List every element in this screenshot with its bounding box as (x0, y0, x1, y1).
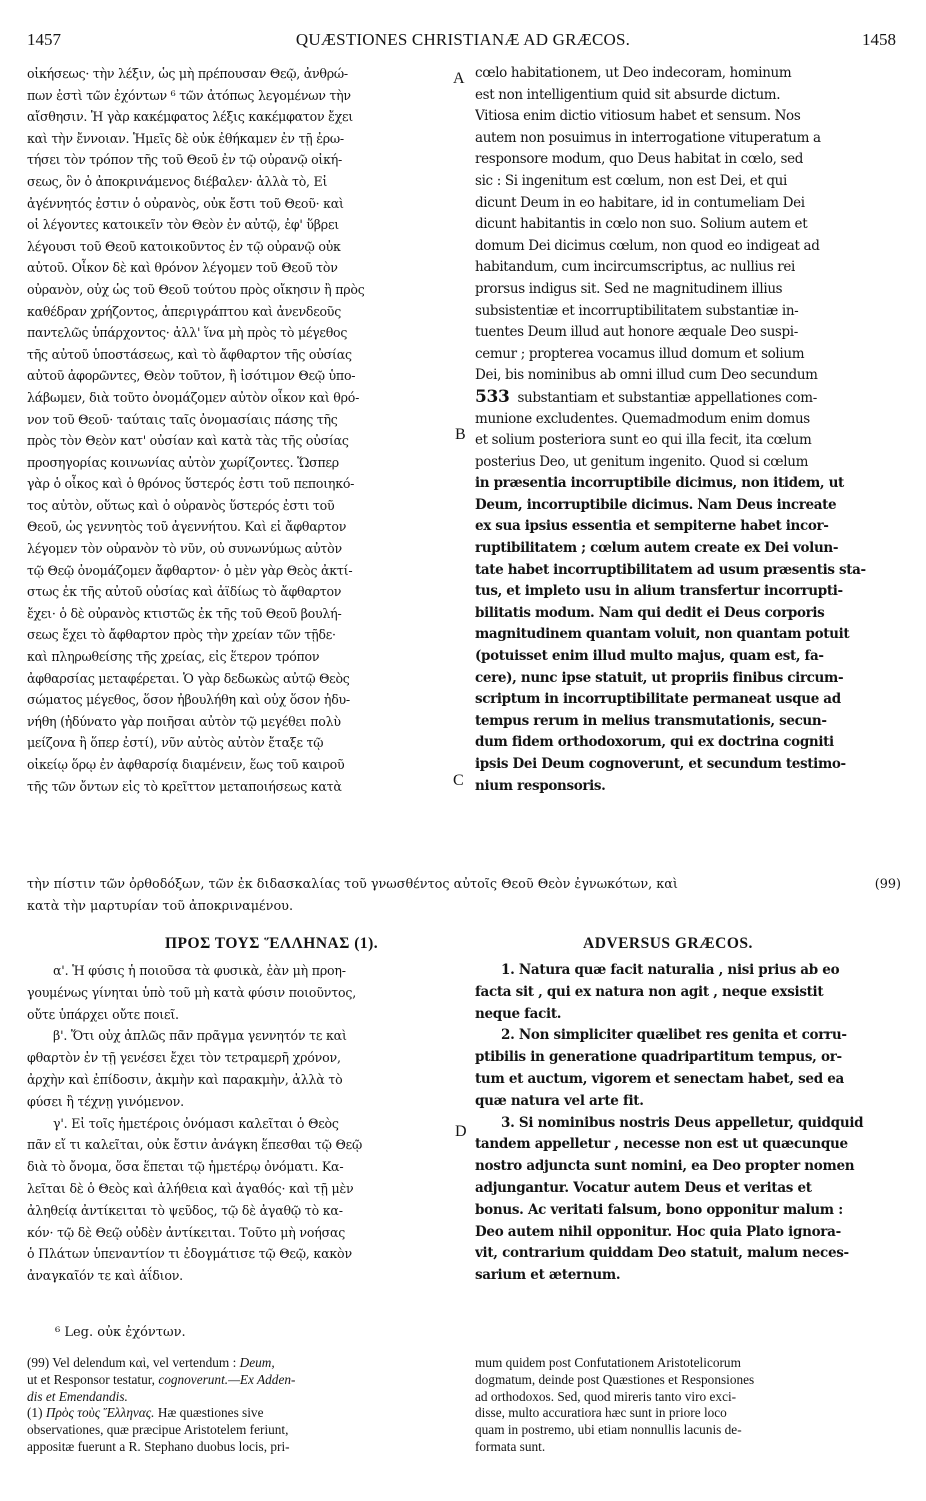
greek-main-line: λάβωμεν, διὰ τοῦτο ὀνομάζομεν αὐτὸν οἶκον καὶ θρό- (27, 389, 360, 405)
page-number-left: 1457 (27, 30, 61, 49)
greek-section-line: οὔτε ὑπάρχει οὔτε ποιεῖ. (27, 1006, 179, 1022)
latin-main-line (475, 387, 901, 409)
latin-main-line-text: substantiam et substantiæ appellationes com- (517, 389, 817, 406)
latin-section-line: quæ natura vel arte fit. (475, 1092, 644, 1109)
greek-main-line: παντελῶς ὑπάρχοντος· ἀλλ' ἵνα μὴ πρὸς τὸ μέγεθος (27, 325, 348, 341)
footnotes-right (475, 1355, 901, 1456)
greek-section-line: φθαρτὸν ἐν τῇ γενέσει ἔχει τὸν τετραμερῆ χρόνον, (27, 1050, 341, 1066)
latin-main-line: ruptibilitatem ; cœlum autem create ex Dei volun- (475, 540, 839, 557)
latin-section-line: sarium et æternum. (475, 1267, 621, 1284)
greek-main-line: οἰκήσεως· τὴν λέξιν, ὡς μὴ πρέπουσαν Θεῷ, ἀνθρώ- (27, 66, 348, 81)
latin-main-line: nium responsoris. (475, 777, 606, 794)
latin-main-line: cœlo habitationem, ut Deo indecoram, hominum (475, 65, 792, 81)
footnote-right-line: formata sunt. (475, 1438, 546, 1454)
greek-main-line: ἀγέννητός ἐστιν ὁ οὐρανὸς, οὐκ ἔστι τοῦ Θεοῦ· καὶ (27, 195, 344, 211)
greek-main-line: πων ἐστὶ τῶν ἐχόντων ⁶ τῶν ἀτόπως λεγομένων τὴν (27, 87, 351, 103)
latin-main-line: tempus rerum in melius transmutationis, secun- (475, 712, 827, 729)
greek-section-line: γουμένως γίνηται ὑπὸ τοῦ μὴ κατὰ φύσιν ποιοῦντος, (27, 984, 357, 1000)
margin-marker-a: A (453, 70, 465, 87)
footnote-1-line-2: observationes, quæ præcipue Aristotelem feriunt, (27, 1422, 289, 1438)
latin-main-line: sic : Si ingenitum est cœlum, non est Dei, et qui (475, 172, 787, 189)
greek-section-line: ἀρχὴν καὶ ἐπίδοσιν, ἀκμὴν καὶ παρακμὴν, ἀλλὰ τὸ (27, 1071, 343, 1087)
greek-main-line: λέγουσι τοῦ Θεοῦ κατοικοῦντος ἐν τῷ οὐρανῷ οὐκ (27, 238, 341, 254)
latin-section-heading: ADVERSUS GRÆCOS. (583, 935, 753, 952)
latin-main-line: domum Dei dicimus cœlum, non quod eo indigeat ad (475, 237, 820, 254)
greek-main-line: νον τοῦ Θεοῦ· ταύταις ταῖς ὀνομασίαις πάσης τῆς (27, 411, 338, 427)
greek-main-line: καὶ πληρωθείσης τῆς χρείας, εἰς ἕτερον τρόπον (27, 649, 320, 665)
latin-main-line: est non intelligentium quid sit absurde dictum. (475, 86, 781, 103)
latin-section-line: 2. Non simpliciter quælibet res genita et corru- (501, 1027, 847, 1044)
greek-main-line: προσηγορίας κοινωνίας αὐτὸν χωρίζοντες. Ὥσπερ (27, 454, 339, 470)
footnote-1-line-1 (27, 1405, 459, 1422)
latin-section-line: 3. Si nominibus nostris Deus appelletur, quidquid (501, 1114, 864, 1131)
greek-section-line: διὰ τὸ ὄνομα, ὅσα ἕπεται τῷ ἡμετέρῳ ὀνόματι. Κα- (27, 1159, 344, 1175)
latin-main-line: Deum, incorruptibile dicimus. Nam Deus increate (475, 496, 837, 513)
footnote-99-line-2 (27, 1372, 459, 1389)
greek-main-line: Θεοῦ, ὡς γεννητὸς τοῦ ἀγεννήτου. Καὶ εἰ ἄφθαρτον (27, 519, 347, 535)
greek-section-line: ὁ Πλάτων ὑπεναντίον τι ἐδογμάτισε τῷ Θεῷ, κακὸν (27, 1246, 352, 1262)
greek-main-line: μείζονα ἢ ὅπερ ἐστί), νῦν αὐτὸς αὐτὸν ἔταξε τῷ (27, 735, 324, 751)
latin-section-line: 1. Natura quæ facit naturalia , nisi prius ab eo (501, 962, 840, 978)
latin-main-line: subsistentiæ et incorruptibilitatem substantiæ in- (475, 302, 799, 319)
footnote-right-line: disse, multo accuratiora hæc sunt in priore loco (475, 1405, 727, 1421)
latin-section-line: ptibilis in generatione quadripartitum tempus, or- (475, 1049, 842, 1066)
latin-main-line: cere), nunc ipse statuit, ut propriis finibus circum- (475, 669, 844, 686)
latin-main-column (475, 63, 901, 797)
latin-main-line: dicunt Deum in eo habitare, id in contumeliam Dei (475, 194, 805, 211)
greek-main-line: σεως ἔχει τὸ ἄφθαρτον πρὸς τὴν χρείαν τῶν τῇδε· (27, 627, 336, 643)
latin-main-line: Dei, bis nominibus ab omni illud cum Deo secundum (475, 367, 818, 384)
latin-section-text (475, 960, 901, 1287)
greek-main-line: ἀφθαρσίας μεταφέρεται. Ὁ γὰρ δεδωκὼς αὐτῷ Θεὸς (27, 670, 350, 686)
footnote-italic: cognoverunt.—Ex Adden- (158, 1371, 296, 1387)
spanning-line (27, 877, 901, 892)
footnote-right-line: ad orthodoxos. Sed, quod mireris tanto viro exci- (475, 1388, 737, 1404)
greek-main-line: οἰκείῳ ὅρῳ ἐν ἀφθαρσίᾳ διαμένειν, ἕως τοῦ καιροῦ (27, 757, 345, 772)
latin-main-line: tus, et impleto usu in alium transfertur incorrupti- (475, 583, 843, 600)
footnote-text: (99) Vel delendum καὶ, vel vertendum : (27, 1355, 240, 1370)
latin-main-line: munione excludentes. Quemadmodum enim domus (475, 410, 810, 427)
footnote-1-line-3: appositæ fuerunt a R. Stephano duobus locis, pri- (27, 1438, 290, 1454)
greek-section-text (27, 960, 459, 1287)
latin-main-line: magnitudinem quantam voluit, non quantam potuit (475, 626, 850, 643)
footnote-italic: Πρὸς τοὺς Ἕλληνας. (45, 1405, 155, 1421)
latin-section-line: Deo autem nihil opponitur. Hoc quia Plato ignora- (475, 1223, 841, 1240)
greek-main-line: σεως, ὃν ὁ ἀποκρινάμενος διέβαλεν· ἀλλὰ τὸ, Εἰ (27, 173, 328, 189)
margin-marker-c: C (453, 772, 464, 789)
latin-main-line: dum fidem orthodoxorum, qui ex doctrina cogniti (475, 734, 834, 751)
greek-main-line: στως ἐκ τῆς αὐτοῦ οὐσίας καὶ ἀϊδίως τὸ ἄφθαρτον (27, 584, 342, 600)
latin-main-line: et solium posteriora sunt eo qui illa fecit, ita cœlum (475, 432, 812, 449)
footnote-text: Hæ quæstiones sive (154, 1405, 264, 1421)
latin-section-line: tandem appelletur , necesse non est ut quæcunque (475, 1136, 848, 1153)
footnote-right-line: mum quidem post Confutationem Aristotelicorum (475, 1355, 741, 1370)
greek-main-line: καθέδραν χρήζοντος, ἀπεριγράπτου καὶ ἀνενδεοῦς (27, 303, 342, 319)
greek-main-line: αὐτοῦ. Οἶκον δὲ καὶ θρόνον λέγομεν τοῦ Θεοῦ τὸν (27, 260, 338, 276)
footnote-italic: Deum, (239, 1355, 275, 1370)
greek-main-line: γὰρ ὁ οἶκος καὶ ὁ θρόνος ὕστερός ἐστι τοῦ πεποιηκό- (27, 476, 355, 492)
latin-section-line: vit, contrarium quiddam Deo statuit, malum neces- (475, 1245, 849, 1262)
greek-section-line: α'. Ἡ φύσις ἡ ποιοῦσα τὰ φυσικὰ, ἐὰν μὴ προη- (53, 963, 346, 978)
spanning-line-text: τὴν πίστιν τῶν ὀρθοδόξων, τῶν ἐκ διδασκαλίας τοῦ γνωσθέντος αὐτοῖς Θεοῦ Θεὸν ἐγνωκότων, καὶ (27, 877, 678, 892)
latin-section-line: nostro adjuncta sunt nomini, ea Deo propter nomen (475, 1158, 855, 1175)
greek-section-line: ἀναγκαῖόν τε καὶ ἀΐδιον. (27, 1268, 183, 1284)
latin-main-line: prorsus indigus sit. Sed ne magnitudinem illius (475, 280, 783, 297)
footnotes-left (27, 1355, 459, 1456)
footnote-right-line: dogmatum, deinde post Quæstiones et Responsiones (475, 1371, 755, 1387)
greek-main-line: καὶ τὴν ἔννοιαν. Ἡμεῖς δὲ οὐκ ἐθήκαμεν ἐν τῇ ἐρω- (27, 130, 344, 146)
latin-section-line: facta sit , qui ex natura non agit , neque exsistit (475, 983, 824, 1000)
footnote-99-line-3: dis et Emendandis. (27, 1388, 128, 1404)
footnote-right-line: quam in postremo, ubi etiam nonnullis lacunis de- (475, 1422, 742, 1438)
greek-main-line: πρὸς τὸν Θεὸν κατ' οὐσίαν καὶ κατὰ τὰς τῆς οὐσίας (27, 433, 349, 449)
margin-marker-b: B (455, 426, 466, 443)
greek-main-line: τήσει τὸν τρόπον τῆς τοῦ Θεοῦ ἐν τῷ οὐρανῷ οἰκή- (27, 152, 343, 168)
greek-main-line: τῆς τῶν ὄντων εἰς τὸ κρεῖττον μεταποιήσεως κατὰ (27, 778, 342, 794)
latin-main-line: bilitatis modum. Nam qui dedit ei Deus corporis (475, 604, 825, 621)
greek-main-column (27, 63, 459, 797)
greek-main-line: τῷ Θεῷ ὀνομάζομεν ἄφθαρτον· ὁ μὲν γὰρ Θεὸς ἀκτί- (27, 562, 353, 578)
column-number: 533 (475, 386, 510, 407)
latin-main-line: autem non posuimus in interrogatione vituperatum a (475, 129, 821, 146)
page-number-right: 1458 (862, 30, 896, 49)
latin-main-line: (potuisset enim illud multo majus, quam est, fa- (475, 648, 824, 665)
footnote-text: ut et Responsor testatur, (27, 1371, 159, 1387)
greek-section-line: κόν· τῷ δὲ Θεῷ οὐδὲν ἀντίκειται. Τοῦτο μὴ νοήσας (27, 1224, 346, 1240)
spanning-line-end: κατὰ τὴν μαρτυρίαν τοῦ ἀποκριναμένου. (27, 899, 294, 914)
latin-main-line: dicunt habitantis in cœlo non suo. Solium autem et (475, 216, 808, 233)
greek-section-heading: ΠΡΟΣ ΤΟΥΣ ἝΛΛΗΝΑΣ (1). (165, 935, 379, 952)
greek-section-line: ἀληθείᾳ ἀντίκειται τὸ ψεῦδος, τῷ δὲ ἀγαθῷ τὸ κα- (27, 1202, 343, 1218)
latin-main-line: ipsis Dei Deum cognoverunt, et secundum testimo- (475, 756, 846, 772)
latin-section-line: bonus. Ac veritati falsum, bono opponitur malum : (475, 1201, 843, 1218)
greek-section-line: φύσει ἢ τέχνῃ γινόμενον. (27, 1093, 184, 1109)
greek-main-line: νήθη (ἠδύνατο γὰρ ποιῆσαι αὐτὸν τῷ μεγέθει πολὺ (27, 713, 341, 729)
greek-section-line: λεῖται δὲ ὁ Θεὸς καὶ ἀλήθεια καὶ ἀγαθός· καὶ τῇ μὲν (27, 1180, 354, 1196)
latin-section-line: adjungantur. Vocatur autem Deus et veritas et (475, 1179, 812, 1196)
latin-section-line: tum et auctum, vigorem et senectam habet, sed ea (475, 1070, 844, 1087)
latin-main-line: scriptum in incorruptibilitate permaneat usque ad (475, 691, 841, 708)
reading-note: ⁶ Leg. οὐκ ἐχόντων. (55, 1325, 186, 1340)
greek-main-line: οὐρανὸν, οὐχ ὡς τοῦ Θεοῦ τούτου πρὸς οἴκησιν ἢ πρὸς (27, 281, 365, 297)
latin-main-line: ex sua ipsius essentia et sempiterne habet incor- (475, 518, 829, 535)
margin-marker-d: D (455, 1123, 467, 1140)
greek-section-line: γ'. Εἰ τοῖς ἡμετέροις ὀνόμασι καλεῖται ὁ Θεὸς (53, 1115, 339, 1131)
greek-section-line: β'. Ὅτι οὐχ ἁπλῶς πᾶν πρᾶγμα γεννητόν τε καὶ (53, 1028, 347, 1044)
greek-main-line: λέγομεν τὸν οὐρανὸν τὸ νῦν, οὐ συνωνύμως αὐτὸν (27, 541, 342, 557)
footnote-text: (1) (27, 1405, 46, 1421)
latin-main-line: tate habet incorruptibilitatem ad usum præsentis sta- (475, 561, 866, 578)
footnote-ref-99: (99) (874, 877, 901, 892)
greek-main-line: τῆς αὐτοῦ ὑποστάσεως, καὶ τὸ ἄφθαρτον τῆς οὐσίας (27, 346, 352, 362)
latin-main-line: habitandum, cum incircumscriptus, ac nullius rei (475, 259, 795, 276)
greek-main-line: ἔχει· ὁ δὲ οὐρανὸς κτιστῶς ἐκ τῆς τοῦ Θεοῦ βουλή- (27, 605, 342, 621)
latin-section-line: neque facit. (475, 1005, 562, 1022)
running-title: QUÆSTIONES CHRISTIANÆ AD GRÆCOS. (295, 30, 631, 49)
footnote-99-line-1 (27, 1355, 459, 1372)
greek-main-line: αἴσθησιν. Ἡ γὰρ κακέμφατος λέξις κακέμφατον ἔχει (27, 109, 353, 125)
greek-main-line: οἱ λέγοντες κατοικεῖν τὸν Θεὸν ἐν αὐτῷ, ἐφ' ὕβρει (27, 217, 339, 233)
latin-main-line: in præsentia incorruptibile dicimus, non itidem, ut (475, 475, 844, 492)
latin-main-line: posterius Deo, ut genitum ingenito. Quod si cœlum (475, 453, 809, 470)
greek-main-line: τος αὐτὸν, οὕτως καὶ ὁ οὐρανὸς ὕστερός ἐστι τοῦ (27, 497, 335, 513)
latin-main-line: cemur ; propterea vocamus illud domum et solium (475, 345, 805, 362)
greek-section-line: πᾶν εἴ τι καλεῖται, οὐκ ἔστιν ἀνάγκη ἕπεσθαι τῷ Θεῷ (27, 1137, 363, 1153)
latin-main-line: Vitiosa enim dictio vitiosum habet et sensum. Nos (475, 108, 801, 125)
latin-main-line: responsore modum, quo Deus habitat in cœlo, sed (475, 151, 803, 168)
latin-main-line: tuentes Deum illud aut honore æquale Deo suspi- (475, 324, 798, 341)
greek-main-line: αὐτοῦ ἀφορῶντες, Θεὸν τοῦτον, ἢ ἰσότιμον Θεῷ ὑπο- (27, 368, 356, 384)
greek-main-line: σώματος μέγεθος, ὅσον ἠβουλήθη καὶ οὐχ ὅσον ἠδυ- (27, 692, 350, 708)
